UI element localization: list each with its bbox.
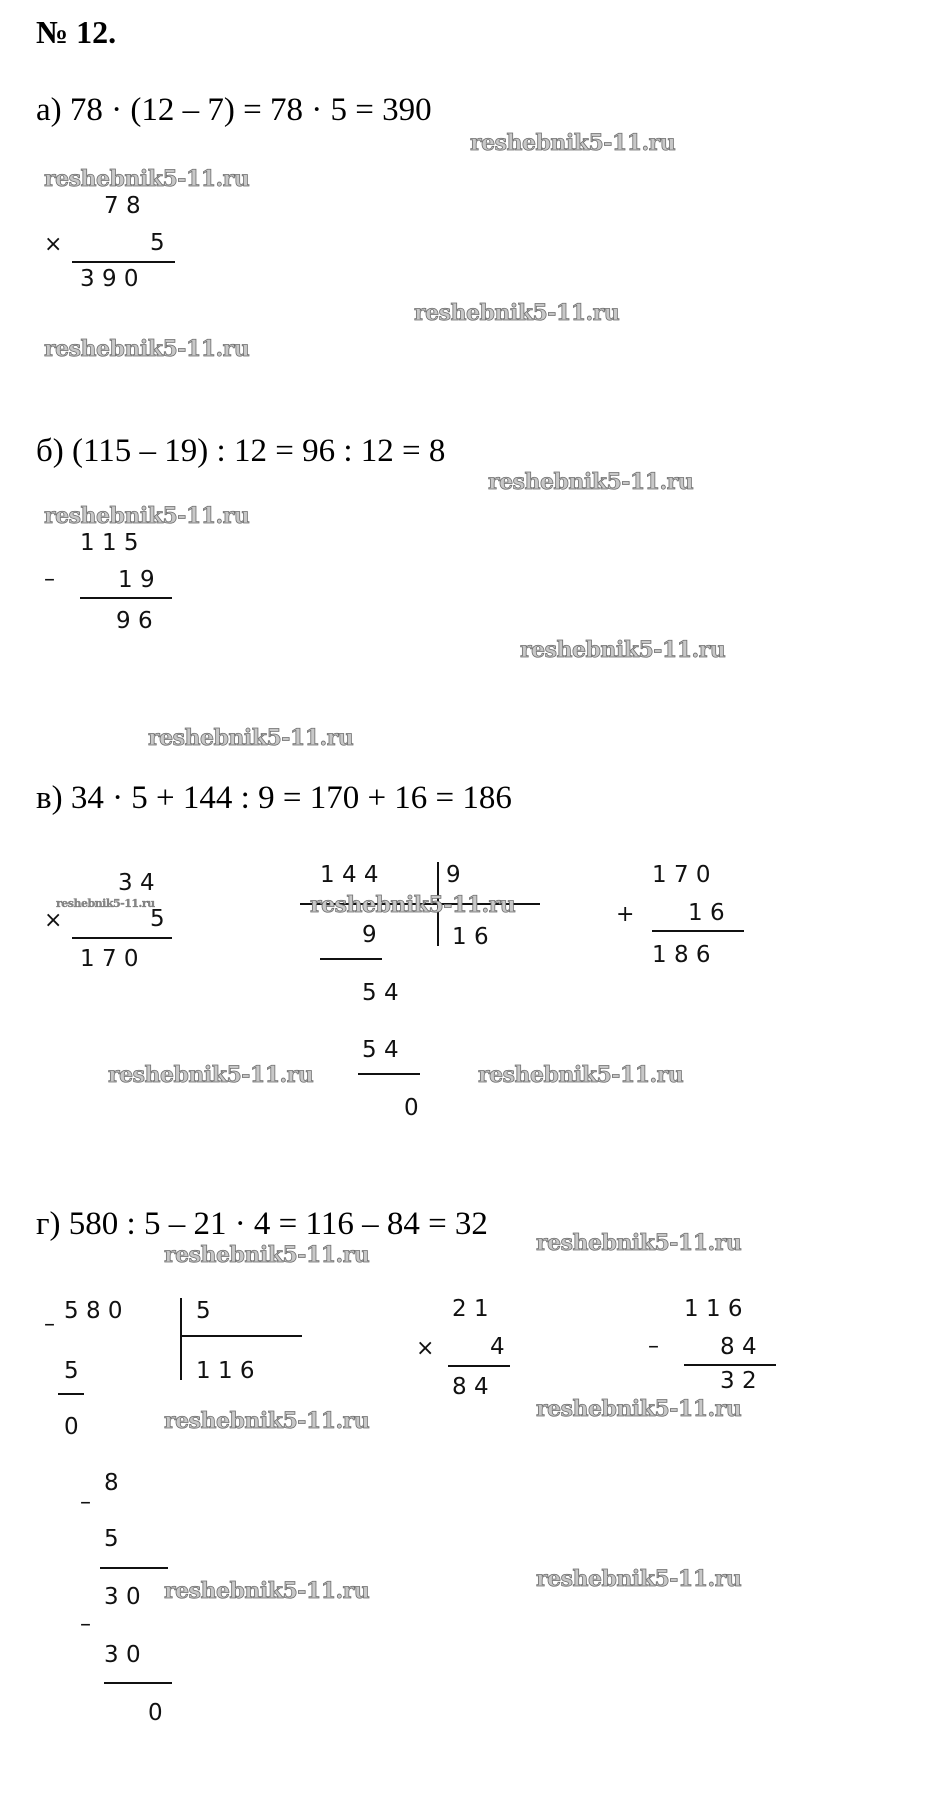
equation-v: в) 34 · 5 + 144 : 9 = 170 + 16 = 186 xyxy=(36,780,512,816)
g-div-sub2: 5 xyxy=(104,1526,119,1552)
watermark: reshebnik5-11.ru xyxy=(414,300,620,326)
g-div-dividend: 5 8 0 xyxy=(64,1298,123,1324)
v-div-quotient: 1 6 xyxy=(452,924,489,950)
g-div-quotient: 1 1 6 xyxy=(196,1358,255,1384)
a-mult-top: 7 8 xyxy=(104,193,141,219)
g-sub-bottom: 8 4 xyxy=(720,1334,757,1360)
watermark: reshebnik5-11.ru xyxy=(56,897,155,910)
watermark: reshebnik5-11.ru xyxy=(44,503,250,529)
watermark: reshebnik5-11.ru xyxy=(164,1578,370,1604)
g-div-divisor-line xyxy=(180,1335,302,1337)
g-div-operator-2: – xyxy=(80,1490,91,1515)
g-div-sub3: 3 0 xyxy=(104,1642,141,1668)
watermark: reshebnik5-11.ru xyxy=(478,1062,684,1088)
b-sub-result: 9 6 xyxy=(116,608,153,634)
watermark: reshebnik5-11.ru xyxy=(44,166,250,192)
equation-g: г) 580 : 5 – 21 · 4 = 116 – 84 = 32 xyxy=(36,1206,488,1242)
v-add-bottom: 1 6 xyxy=(688,900,725,926)
watermark: reshebnik5-11.ru xyxy=(536,1230,742,1256)
v-div-sub2-line xyxy=(358,1073,420,1075)
watermark: reshebnik5-11.ru xyxy=(148,725,354,751)
g-sub-line xyxy=(684,1364,776,1366)
v-div-divisor: 9 xyxy=(446,862,461,888)
watermark: reshebnik5-11.ru xyxy=(310,892,516,918)
a-mult-bottom: 5 xyxy=(150,230,165,256)
b-sub-top: 1 1 5 xyxy=(80,530,139,556)
v-div-sub1: 9 xyxy=(362,922,377,948)
v-div-rem1: 5 4 xyxy=(362,980,399,1006)
v-mult-bottom: 5 xyxy=(150,906,165,932)
b-sub-line xyxy=(80,597,172,599)
g-div-operator-1: – xyxy=(44,1312,55,1337)
watermark: reshebnik5-11.ru xyxy=(44,336,250,362)
watermark: reshebnik5-11.ru xyxy=(520,637,726,663)
v-add-operator: + xyxy=(616,902,635,927)
g-div-sub1: 5 xyxy=(64,1358,79,1384)
equation-a: а) 78 · (12 – 7) = 78 · 5 = 390 xyxy=(36,92,432,128)
a-mult-result: 3 9 0 xyxy=(80,266,139,292)
g-mult-line xyxy=(448,1365,510,1367)
watermark: reshebnik5-11.ru xyxy=(536,1396,742,1422)
watermark: reshebnik5-11.ru xyxy=(164,1242,370,1268)
g-mult-operator: × xyxy=(416,1336,435,1361)
g-mult-result: 8 4 xyxy=(452,1374,489,1400)
watermark: reshebnik5-11.ru xyxy=(470,130,676,156)
v-add-line xyxy=(652,930,744,932)
v-div-sub1-line xyxy=(320,958,382,960)
b-sub-bottom: 1 9 xyxy=(118,567,155,593)
v-div-dividend: 1 4 4 xyxy=(320,862,379,888)
g-div-bring1: 8 xyxy=(104,1470,119,1496)
g-sub-operator: – xyxy=(648,1334,659,1359)
watermark: reshebnik5-11.ru xyxy=(108,1062,314,1088)
g-div-bar xyxy=(180,1298,182,1380)
v-mult-line xyxy=(72,937,172,939)
v-div-sub2: 5 4 xyxy=(362,1037,399,1063)
g-mult-bottom: 4 xyxy=(490,1334,505,1360)
watermark: reshebnik5-11.ru xyxy=(536,1566,742,1592)
g-mult-top: 2 1 xyxy=(452,1296,489,1322)
problem-title: № 12. xyxy=(36,14,117,50)
g-div-sub3-line xyxy=(104,1682,172,1684)
v-mult-top: 3 4 xyxy=(118,870,155,896)
v-mult-operator: × xyxy=(44,908,63,933)
g-sub-result: 3 2 xyxy=(720,1368,757,1394)
g-sub-top: 1 1 6 xyxy=(684,1296,743,1322)
watermark: reshebnik5-11.ru xyxy=(488,469,694,495)
g-div-rem3: 0 xyxy=(148,1700,163,1726)
g-div-operator-3: – xyxy=(80,1612,91,1637)
v-add-result: 1 8 6 xyxy=(652,942,711,968)
a-mult-operator: × xyxy=(44,232,63,257)
g-div-rem1: 0 xyxy=(64,1414,79,1440)
g-div-rem2: 3 0 xyxy=(104,1584,141,1610)
g-div-divisor: 5 xyxy=(196,1298,211,1324)
equation-b: б) (115 – 19) : 12 = 96 : 12 = 8 xyxy=(36,433,446,469)
v-add-top: 1 7 0 xyxy=(652,862,711,888)
v-mult-result: 1 7 0 xyxy=(80,946,139,972)
a-mult-line xyxy=(72,261,175,263)
watermark: reshebnik5-11.ru xyxy=(164,1408,370,1434)
g-div-sub1-line xyxy=(58,1393,84,1395)
v-div-rem2: 0 xyxy=(404,1095,419,1121)
g-div-sub2-line xyxy=(100,1567,168,1569)
b-sub-operator: – xyxy=(44,567,55,592)
